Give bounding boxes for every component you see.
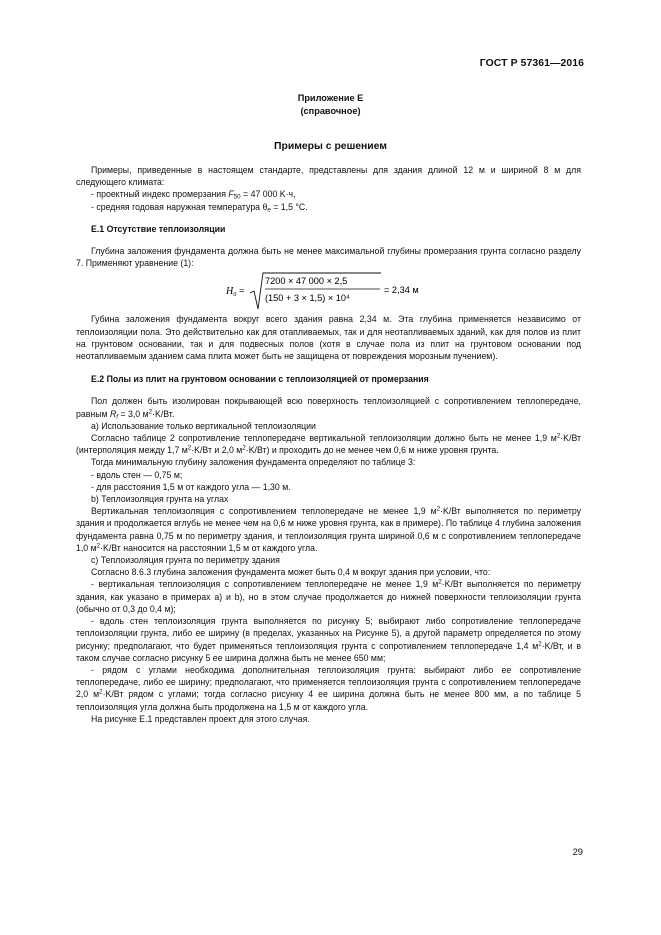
case-b-title: b) Теплоизоляция грунта на углах	[91, 494, 229, 505]
case-a-paragraph-2: Тогда минимальную глубину заложения фундамента определяют по таблице 3:	[91, 457, 416, 468]
document-body	[76, 164, 581, 725]
intro-paragraph: Примеры, приведенные в настоящем стандарте, представлены для здания длиной 12 м и шириной 8 м для следующего климата:	[76, 165, 581, 188]
equation-svg	[226, 269, 466, 313]
section-e2-paragraph-1: Пол должен быть изолирован покрывающей всю поверхность теплоизоляцией с сопротивлением теплопередаче, равным $R_f = 3,0$ $м^2\cdot K/Вт$.	[76, 396, 581, 421]
annex-header	[0, 92, 661, 117]
section-e2-heading: Е.2 Полы из плит на грунтовом основании с теплоизоляцией от промерзания	[91, 374, 429, 385]
case-c-bullet-2: - вдоль стен теплоизоляция грунта выполняется по рисунку 5; выбирают либо сопротивление теплопередаче теплоизоляции грунта, либо ее ширину (в пределах, указанных на Рисунке 5), а другой параметр определяется по этому рисунку; предполагают, что будет применяться теплоизоляция грунта с сопротивлением теплопередаче 1,4 $м^2\cdot K/Вт$, и в таком случае согласно рисунку 5 ее ширина должна быть не менее 650 мм;	[76, 616, 582, 663]
equation-denominator: (150 + 3 × 1,5) × 10⁴	[265, 293, 350, 304]
case-c-paragraph-1: Согласно 8.6.3 глубина заложения фундамента может быть 0,4 м вокруг здания при условии, что:	[91, 567, 491, 578]
intro-bullet-temperature: - средняя годовая наружная температура $\theta_e = 1,5$ °С.	[91, 201, 308, 214]
case-c-bullet-1: - вертикальная теплоизоляция с сопротивлением теплопередаче не менее 1,9 $м^2\cdot K/Вт$ выполняется по периметру здания, как указано в примерах a) и b), но в этом случае продолжается до нижней поверхности теплоизоляции грунта (обычно от 0,3 до 0,4 м);	[76, 579, 582, 614]
case-a-bullet-2: - для расстояния 1,5 м от каждого угла — 1,30 м.	[91, 481, 291, 492]
equation-1	[76, 269, 581, 313]
case-a-title: a) Использование только вертикальной теплоизоляции	[91, 420, 316, 431]
equation-result: = 2,34 м	[384, 285, 419, 296]
equation-numerator: 7200 × 47 000 × 2,5	[265, 276, 348, 287]
annex-title: Приложение Е	[297, 93, 364, 103]
equation-lhs: $H_0$ =	[226, 286, 245, 299]
section-e1-heading: Е.1 Отсутствие теплоизоляции	[91, 223, 226, 234]
case-a-paragraph-1: Согласно таблице 2 сопротивление теплопередаче вертикальной теплоизоляции должно быть не менее 1,9 $м^2\cdot K/Вт$ (интерполяция между 1,7 $м^2\cdot K/Вт$ и 2,0 $м^2\cdot K/Вт$) и проходить до не менее чем 0,6 м ниже уровня грунта.	[76, 432, 581, 456]
case-c-last-paragraph: На рисунке Е.1 представлен проект для этого случая.	[91, 713, 310, 724]
case-a-bullet-1: - вдоль стен — 0,75 м;	[91, 469, 183, 480]
case-c-title: c) Теплоизоляция грунта по периметру здания	[91, 555, 280, 566]
intro-bullet-frost-index: - проектный индекс промерзания $F_{50} = 47$ 000 K·ч,	[91, 189, 296, 201]
case-b-paragraph-1: Вертикальная теплоизоляция с сопротивлением теплопередаче не менее 1,9 $м^2\cdot K/Вт$ выполняется по периметру здания и продолжается вглубь не менее чем на 0,6 м ниже уровня грунта, как в примере). По таблице 4 глубина заложения фундамента равна 0,75 м по периметру здания, и теплоизоляция грунта шириной 0,6 м с сопротивлением теплопередаче 1,0 $м^2\cdot K/Вт$ наносится на расстоянии 1,5 м от каждого угла.	[76, 505, 581, 553]
document-title: Примеры с решением	[274, 141, 387, 152]
annex-status: (справочное)	[300, 105, 361, 116]
section-e1-paragraph-2: Губина заложения фундамента вокруг всего здания равна 2,34 м. Эта глубина применяется независимо от теплоизоляции пола. Это действительно как для отапливаемых, так и для неотапливаемых зданий, как для полов из плит на грунтовом основании, так и для подвесных полов (хотя в случае пола из плит на грунтовом основании под неотапливаемым зданием сама плита может быть не защищена от повреждения морозным пучением).	[76, 314, 581, 362]
section-e1-paragraph-1: Глубина заложения фундамента должна быть не менее максимальной глубины промерзания грунта согласно разделу 7. Применяют уравнение (1):	[76, 246, 581, 269]
standard-number: ГОСТ Р 57361—2016	[479, 58, 584, 69]
case-c-bullet-3: - рядом с углами необходима дополнительная теплоизоляция грунта: выбирают либо ее сопротивление теплопередаче, либо ее ширину; предполагают, что применяется теплоизоляция грунта с сопротивлением теплопередаче 2,0 $м^2\cdot K/Вт$ рядом с углами; тогда согласно рисунку 4 ее ширина должна быть не менее 800 мм, а по таблице 5 теплоизоляция угла должна быть продолжена на 1,5 м от каждого угла.	[76, 664, 581, 712]
page-number: 29	[572, 846, 583, 857]
